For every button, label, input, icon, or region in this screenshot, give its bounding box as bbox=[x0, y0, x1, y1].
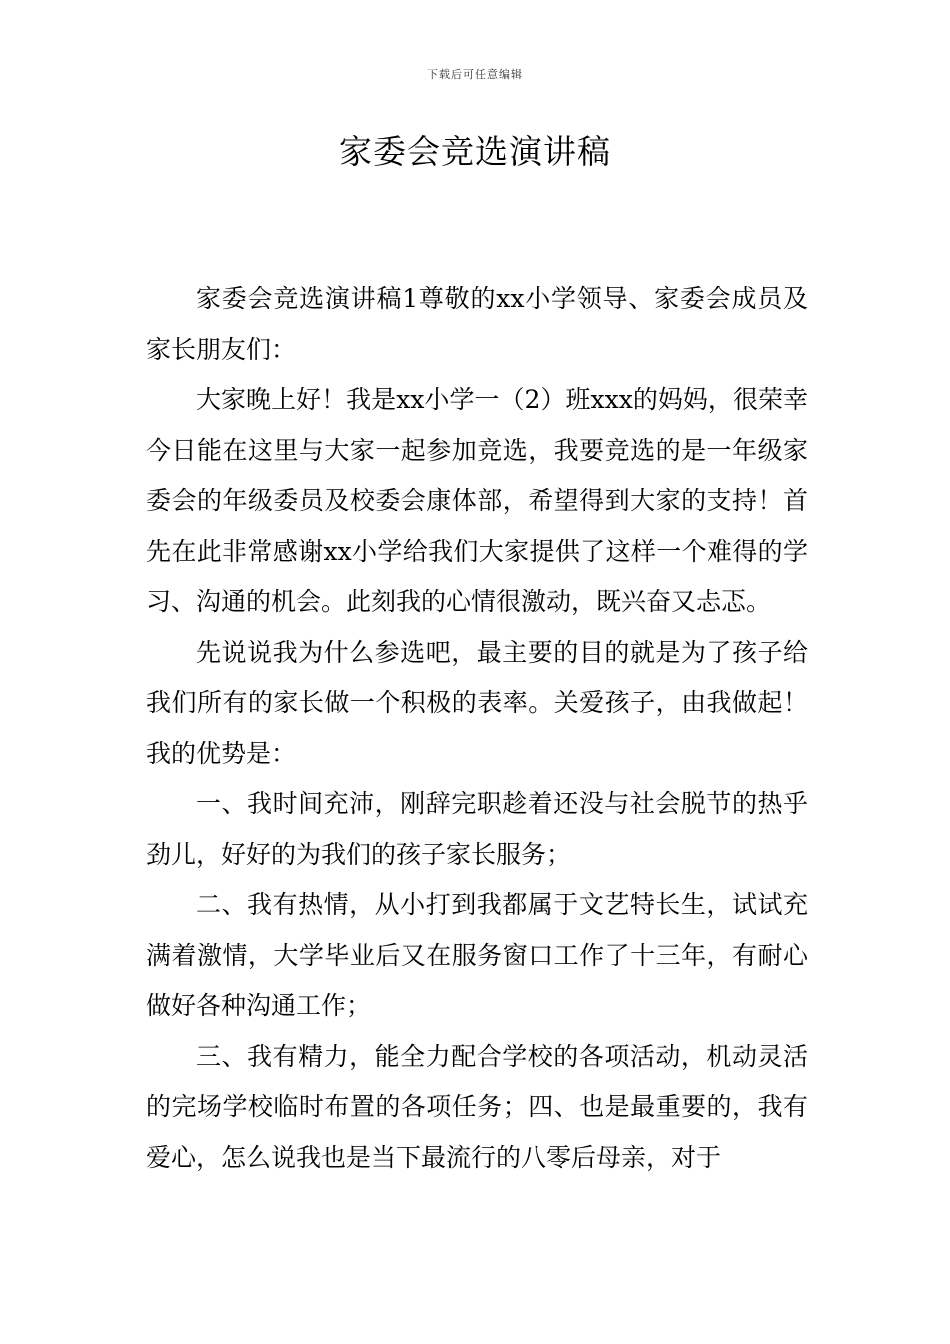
paragraph: 先说说我为什么参选吧，最主要的目的就是为了孩子给我们所有的家长做一个积极的表率。关爱孩子，由我做起！我的优势是： bbox=[146, 637, 808, 768]
paragraph: 家委会竞选演讲稿1尊敬的xx小学领导、家委会成员及家长朋友们： bbox=[146, 284, 808, 364]
paragraph: 二、我有热情，从小打到我都属于文艺特长生，试试充满着激情，大学毕业后又在服务窗口工作了十三年，有耐心做好各种沟通工作； bbox=[146, 890, 808, 1020]
document-title: 家委会竞选演讲稿 bbox=[339, 132, 611, 171]
paragraph: 大家晚上好！我是xx小学一（2）班xxx的妈妈，很荣幸今日能在这里与大家一起参加竞选，我要竞选的是一年级家委会的年级委员及校委会康体部，希望得到大家的支持！首先在此非常感谢xx小学给我们大家提供了这样一个难得的学习、沟通的机会。此刻我的心情很激动，既兴奋又忐忑。 bbox=[146, 385, 808, 616]
paragraph: 三、我有精力，能全力配合学校的各项活动，机动灵活的完场学校临时布置的各项任务；四、也是最重要的，我有爱心，怎么说我也是当下最流行的八零后母亲，对于 bbox=[146, 1041, 808, 1172]
paragraph: 一、我时间充沛，刚辞完职趁着还没与社会脱节的热乎劲儿，好好的为我们的孩子家长服务； bbox=[146, 789, 808, 869]
header-note: 下载后可任意编辑 bbox=[427, 68, 523, 81]
document-body bbox=[146, 274, 808, 1183]
